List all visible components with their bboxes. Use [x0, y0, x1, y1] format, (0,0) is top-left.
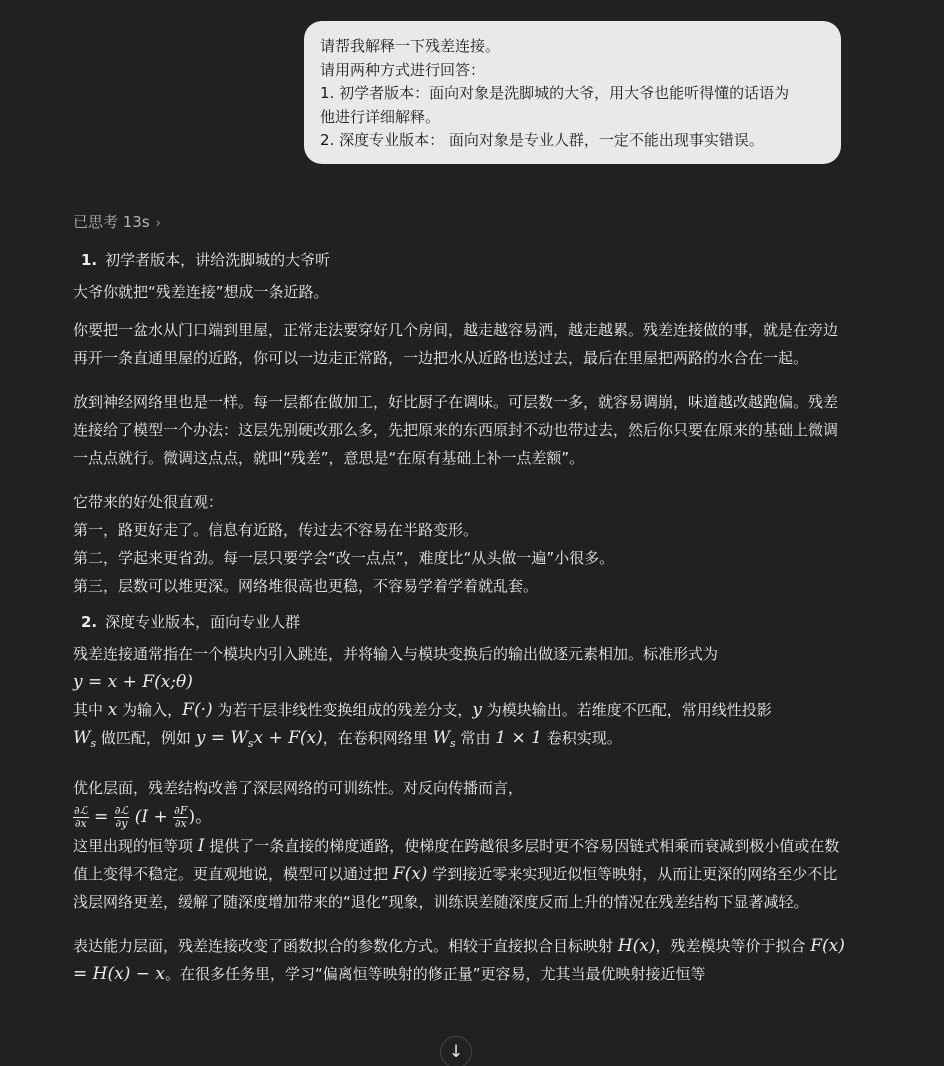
benefit-item: 第二，学起来更省劲。每一层只要学会“改一点点”，难度比“从头做一遍”小很多。 [73, 549, 615, 567]
assistant-response [73, 248, 848, 1004]
paragraph: 残差连接通常指在一个模块内引入跳连，并将输入与模块变换后的输出做逐元素相加。标准形式为 y = x + F(x;θ) 其中 x 为输入，F(·) 为若干层非线性变换组成的残差分支，y 为模块输出。若维度不匹配，常用线性投影 $W_s$ 做匹配，例如 $y = W_sx + F(x)$，在卷积网络里 $W_s$ 常由 1 × 1 卷积实现。 [73, 645, 772, 750]
paragraph: 优化层面，残差结构改善了深层网络的可训练性。对反向传播而言， $\frac{\text{∂ℒ}}{\partial x}$ = $\frac{\text{∂ℒ}}{\partial y}$ (I + $\frac{\partial F}{\partial x}$ )。 这里出现的恒等项 I 提供了一条直接的梯度通路，使梯度在跨越很多层时更不容易因链式相乘而衰减到极小值或在数值上变得不稳定。更直观地说，模型可以通过把 F(x) 学到接近零来实现近似恒等映射，从而让更深的网络至少不比浅层网络更差，缓解了随深度增加带来的“退化”现象，训练误差随深度反而上升的情况在残差结构下显著减轻。 [73, 779, 840, 911]
user-message-line: 1. 初学者版本：面向对象是洗脚城的大爷，用大爷也能听得懂的话语为 [320, 84, 790, 103]
arrow-down-icon: ↓ [448, 1042, 464, 1062]
formula: y = x + F(x;θ) [73, 672, 193, 692]
benefit-item: 第一，路更好走了。信息有近路，传过去不容易在半路变形。 [73, 521, 479, 539]
user-message-line: 2. 深度专业版本： 面向对象是专业人群，一定不能出现事实错误。 [320, 131, 764, 150]
user-message-bubble [304, 21, 841, 164]
thinking-label: 已思考 13s [73, 213, 150, 231]
user-message-line: 他进行详细解释。 [320, 107, 441, 126]
paragraph: 放到神经网络里也是一样。每一层都在做加工，好比厨子在调味。可层数一多，就容易调崩，味道越改越跑偏。残差连接给了模型一个办法：这层先别硬改那么多，先把原来的东西原封不动也带过去，然后你只要在原来的基础上微调一点点就行。微调这点点，就叫“残差”，意思是“在原有基础上补一点差额”。 [73, 393, 839, 467]
paragraph: 你要把一盆水从门口端到里屋，正常走法要穿好几个房间，越走越容易洒，越走越累。残差连接做的事，就是在旁边再开一条直通里屋的近路，你可以一边走正常路，一边把水从近路也送过去，最后在里屋把两路的水合在一起。 [73, 321, 839, 367]
section-heading-beginner: 1. 初学者版本，讲给洗脚城的大爷听 [81, 251, 331, 269]
user-message-line: 请用两种方式进行回答： [320, 60, 486, 79]
paragraph: 表达能力层面，残差连接改变了函数拟合的参数化方式。相较于直接拟合目标映射 H(x)，残差模块等价于拟合 F(x) = H(x) − x。在很多任务里，学习“偏离恒等映射的修正量”更容易，尤其当最优映射接近恒等 [73, 936, 845, 984]
benefit-item: 第三，层数可以堆更深。网络堆很高也更稳，不容易学着学着就乱套。 [73, 577, 539, 595]
section-heading-expert: 2. 深度专业版本，面向专业人群 [81, 613, 301, 631]
user-message-line: 请帮我解释一下残差连接。 [320, 37, 501, 55]
thinking-toggle[interactable] [73, 211, 161, 232]
chevron-right-icon: › [155, 216, 161, 231]
gradient-formula: $\frac{\text{∂ℒ}}{\partial x}$ = $\frac{\text{∂ℒ}}{\partial y}$ (I + $\frac{\partial F}{\partial x}$ )。 [74, 804, 213, 830]
benefits-list: 它带来的好处很直观： 第一，路更好走了。信息有近路，传过去不容易在半路变形。 第二，学起来更省劲。每一层只要学会“改一点点”，难度比“从头做一遍”小很多。 第三，层数可以堆更深。网络堆很高也更稳，不容易学着学着就乱套。 [73, 493, 615, 595]
paragraph: 大爷你就把“残差连接”想成一条近路。 [73, 283, 329, 301]
scroll-to-bottom-button[interactable] [440, 1036, 472, 1066]
